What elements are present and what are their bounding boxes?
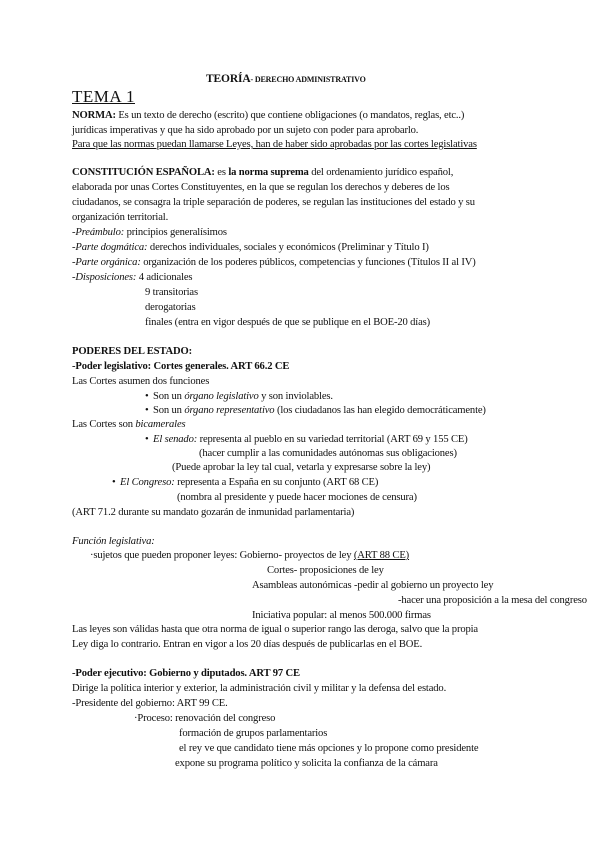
bullet-icon: • <box>145 405 149 416</box>
disposiciones-3: derogatorias <box>145 302 196 313</box>
legislativo-heading: -Poder legislativo: Cortes generales. ART 66.2 CE <box>72 361 290 372</box>
art71-line: (ART 71.2 durante su mandato gozarán de inmunidad parlamentaria) <box>72 507 355 518</box>
organica-label: -Parte orgánica: <box>72 257 141 268</box>
funcion-legislativa-heading: Función legislativa: <box>72 536 155 547</box>
norma-note: Para que las normas puedan llamarse Leyes, han de haber sido aprobadas por las cortes legislativas <box>72 139 477 150</box>
bullet-icon: • <box>145 434 149 445</box>
constitucion-text-1: del ordenamiento jurídico español, <box>308 167 454 178</box>
dirige-line: Dirige la política interior y exterior, la administración civil y militar y la defensa del estado. <box>72 683 447 694</box>
senado-line-3: (Puede aprobar la ley tal cual, vetarla y expresarse sobre la ley) <box>172 462 431 473</box>
proceso-line-3: el rey ve que candidato tiene más opciones y lo propone como presidente <box>179 743 479 754</box>
organica-line <box>72 256 476 269</box>
cortes-proposiciones: Cortes- proposiciones de ley <box>267 565 384 576</box>
bullet-legislativo <box>145 390 333 403</box>
poderes-heading: PODERES DEL ESTADO: <box>72 346 192 357</box>
norma-label: NORMA: <box>72 110 116 121</box>
bullet-1-pre: Son un <box>153 391 185 402</box>
bullet-congreso <box>112 476 378 489</box>
bullet-icon: • <box>145 391 149 402</box>
dogmatica-line <box>72 241 429 254</box>
presidente-line: -Presidente del gobierno: ART 99 CE. <box>72 698 228 709</box>
constitucion-line-1 <box>72 166 453 179</box>
title-text: TEORÍA <box>206 73 251 85</box>
dogmatica-text: derechos individuales, sociales y económicos (Preliminar y Título I) <box>147 242 429 253</box>
constitucion-label: CONSTITUCIÓN ESPAÑOLA: <box>72 167 215 178</box>
senado-label: El senado: <box>153 434 198 445</box>
bicamerales-italic: bicamerales <box>135 419 186 430</box>
sujetos-line <box>90 549 409 562</box>
ejecutivo-heading: -Poder ejecutivo: Gobierno y diputados. ART 97 CE <box>72 668 300 679</box>
bullet-2-post: (los ciudadanos las han elegido democráticamente) <box>274 405 486 416</box>
dogmatica-label: -Parte dogmática: <box>72 242 148 253</box>
disposiciones-line <box>72 271 192 284</box>
sujetos-text: ·sujetos que pueden proponer leyes: Gobierno- proyectos de ley <box>90 550 354 561</box>
art88-ref: (ART 88 CE) <box>353 550 410 561</box>
constitucion-line-4: organización territorial. <box>72 212 169 223</box>
document-title <box>206 73 366 86</box>
validas-line-1: Las leyes son válidas hasta que otra norma de igual o superior rango las deroga, salvo que la propia <box>72 624 478 635</box>
disposiciones-1: 4 adicionales <box>136 272 193 283</box>
constitucion-bold: la norma suprema <box>228 167 309 178</box>
proceso-line-1: ·Proceso: renovación del congreso <box>134 713 276 724</box>
bicamerales-pre: Las Cortes son <box>72 419 136 430</box>
senado-line-2: (hacer cumplir a las comunidades autónomas sus obligaciones) <box>199 448 457 459</box>
bullet-1-post: y son inviolables. <box>258 391 333 402</box>
proceso-line-2: formación de grupos parlamentarios <box>179 728 328 739</box>
bullet-2-pre: Son un <box>153 405 185 416</box>
funciones-line: Las Cortes asumen dos funciones <box>72 376 210 387</box>
preambulo-line <box>72 226 227 239</box>
norma-line-2: jurídicas imperativas y que ha sido aprobado por un sujeto con poder para aprobarlo. <box>72 125 419 136</box>
constitucion-line-2: elaborada por unas Cortes Constituyentes, en la que se regulan los derechos y deberes de los <box>72 182 450 193</box>
asambleas-line-2: -hacer una proposición a la mesa del congreso <box>398 595 587 606</box>
norma-line-1 <box>72 109 464 122</box>
bullet-icon: • <box>112 477 116 488</box>
bullet-2-italic: órgano representativo <box>184 405 275 416</box>
senado-text: representa al pueblo en su variedad territorial (ART 69 y 155 CE) <box>197 434 468 445</box>
norma-text-1: Es un texto de derecho (escrito) que contiene obligaciones (o mandatos, reglas, etc..) <box>115 110 465 121</box>
iniciativa-popular: Iniciativa popular: al menos 500.000 firmas <box>252 610 431 621</box>
disposiciones-4: finales (entra en vigor después de que se publique en el BOE-20 días) <box>145 317 431 328</box>
bullet-representativo <box>145 404 486 417</box>
constitucion-line-3: ciudadanos, se consagra la triple separación de poderes, se regulan las instituciones del estado y su <box>72 197 475 208</box>
preambulo-label: -Preámbulo: <box>72 227 125 238</box>
congreso-line-2: (nombra al presidente y puede hacer mociones de censura) <box>177 492 417 503</box>
constitucion-pre: es <box>214 167 229 178</box>
title-subtitle: - DERECHO ADMINISTRATIVO <box>250 75 366 84</box>
bicamerales-line <box>72 418 186 431</box>
organica-text: organización de los poderes públicos, competencias y funciones (Títulos II al IV) <box>140 257 476 268</box>
bullet-senado <box>145 433 468 446</box>
disposiciones-label: -Disposiciones: <box>72 272 137 283</box>
preambulo-text: principios generalísimos <box>124 227 227 238</box>
congreso-label: El Congreso: <box>120 477 175 488</box>
proceso-line-4: expone su programa político y solicita la confianza de la cámara <box>175 758 438 769</box>
tema-heading: TEMA 1 <box>72 87 135 106</box>
validas-line-2: Ley diga lo contrario. Entran en vigor a los 20 días después de publicarlas en el BOE. <box>72 639 423 650</box>
asambleas-line-1: Asambleas autonómicas -pedir al gobierno un proyecto ley <box>252 580 494 591</box>
congreso-text: representa a España en su conjunto (ART 68 CE) <box>174 477 379 488</box>
disposiciones-2: 9 transitorias <box>145 287 198 298</box>
bullet-1-italic: órgano legislativo <box>184 391 259 402</box>
